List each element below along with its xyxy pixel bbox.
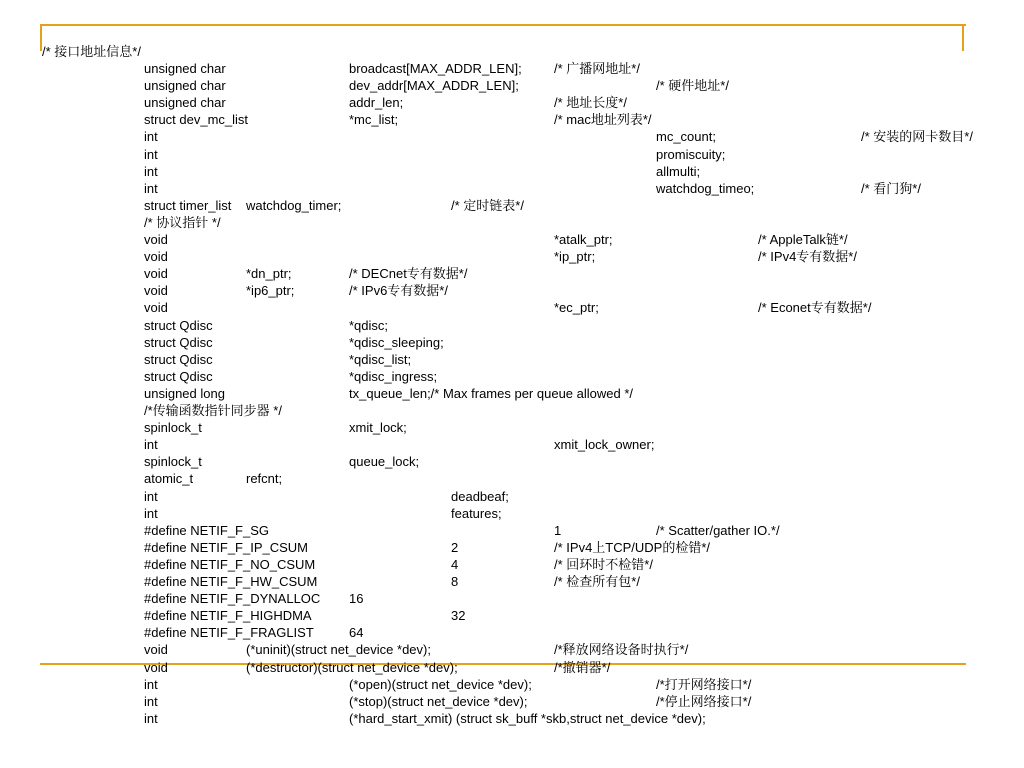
code-token: *ip_ptr; [554, 249, 596, 265]
code-token: watchdog_timer; [246, 197, 342, 213]
code-token: int [144, 488, 158, 504]
code-line [0, 163, 1024, 180]
code-token: *qdisc_ingress; [349, 368, 438, 384]
code-token: /* 硬件地址*/ [656, 78, 729, 94]
code-line [0, 522, 1024, 539]
code-token: int [144, 437, 158, 453]
code-token: queue_lock; [349, 454, 420, 470]
code-line [0, 659, 1024, 676]
code-token: int [144, 505, 158, 521]
code-token: /* Econet专有数据*/ [758, 300, 872, 316]
code-token: allmulti; [656, 163, 701, 179]
code-token: int [144, 710, 158, 726]
code-token: /* Scatter/gather IO.*/ [656, 522, 780, 538]
code-line [0, 128, 1024, 145]
code-token: 1 [554, 522, 562, 538]
code-line [0, 351, 1024, 368]
code-token: int [144, 163, 158, 179]
code-token: /* 检查所有包*/ [554, 574, 640, 589]
code-token: refcnt; [246, 471, 283, 487]
code-token: broadcast[MAX_ADDR_LEN]; [349, 61, 522, 76]
code-line [0, 197, 1024, 214]
code-token: #define NETIF_F_SG [144, 522, 269, 538]
code-token: dev_addr[MAX_ADDR_LEN]; [349, 78, 519, 94]
code-token: /* 回环时不检错*/ [554, 556, 653, 572]
code-line [0, 60, 1024, 77]
code-line [0, 317, 1024, 334]
code-token: *qdisc_sleeping; [349, 334, 444, 350]
code-line [0, 77, 1024, 94]
code-token: #define NETIF_F_IP_CSUM [144, 539, 309, 555]
code-line [0, 539, 1024, 556]
code-line [0, 94, 1024, 111]
code-line [0, 299, 1024, 316]
code-token: (*destructor)(struct net_device *dev); [246, 659, 458, 675]
code-token: /*打开网络接口*/ [656, 676, 752, 692]
code-line [0, 436, 1024, 453]
code-line [0, 231, 1024, 248]
code-token: void [144, 300, 168, 316]
code-token: /* IPv4上TCP/UDP的检错*/ [554, 539, 711, 555]
code-token: #define NETIF_F_HW_CSUM [144, 574, 318, 589]
code-token: /* 定时链表*/ [451, 197, 524, 213]
code-token: /* 协议指针 */ [144, 214, 221, 230]
code-token: /* AppleTalk链*/ [758, 232, 848, 247]
code-line [0, 419, 1024, 436]
code-token: #define NETIF_F_HIGHDMA [144, 608, 312, 624]
code-line [0, 385, 1024, 402]
code-token: 8 [451, 574, 459, 589]
code-token: unsigned char [144, 78, 226, 94]
code-token: *mc_list; [349, 112, 399, 128]
code-token: struct dev_mc_list [144, 112, 249, 128]
code-token: *ec_ptr; [554, 300, 599, 316]
code-token: spinlock_t [144, 420, 202, 436]
code-token: void [144, 283, 168, 299]
code-token: int [144, 129, 158, 145]
code-line [0, 453, 1024, 470]
code-line [0, 590, 1024, 607]
code-token: watchdog_timeo; [656, 180, 755, 196]
code-token: void [144, 659, 168, 675]
code-line [0, 488, 1024, 505]
code-token: spinlock_t [144, 454, 202, 470]
code-line [0, 676, 1024, 693]
code-token: *dn_ptr; [246, 266, 292, 282]
code-token: int [144, 180, 158, 196]
code-token: #define NETIF_F_NO_CSUM [144, 556, 316, 572]
code-token: void [144, 232, 168, 247]
code-line [0, 180, 1024, 197]
code-token: unsigned char [144, 95, 226, 111]
code-token: /* 安装的网卡数目*/ [861, 129, 973, 145]
code-token: struct Qdisc [144, 368, 213, 384]
code-token: #define NETIF_F_FRAGLIST [144, 625, 314, 641]
code-token: mc_count; [656, 129, 716, 145]
code-token: struct Qdisc [144, 351, 213, 367]
code-token: 16 [349, 591, 364, 607]
code-token: /*释放网络设备时执行*/ [554, 642, 689, 658]
section-title: /* 接口地址信息*/ [42, 44, 141, 59]
code-line [0, 641, 1024, 658]
code-line [0, 505, 1024, 522]
code-token: features; [451, 505, 502, 521]
code-token: int [144, 676, 158, 692]
code-line [0, 282, 1024, 299]
code-token: 2 [451, 539, 459, 555]
code-token: /* IPv6专有数据*/ [349, 283, 448, 299]
code-line [0, 402, 1024, 419]
code-token: promiscuity; [656, 146, 726, 162]
code-line [0, 470, 1024, 487]
code-token: unsigned char [144, 61, 226, 76]
code-line [0, 710, 1024, 727]
code-token: struct Qdisc [144, 334, 213, 350]
code-line [0, 573, 1024, 590]
code-token: /*撤销器*/ [554, 659, 611, 675]
code-token: 32 [451, 608, 466, 624]
code-token: void [144, 266, 168, 282]
code-line [0, 368, 1024, 385]
code-token: *ip6_ptr; [246, 283, 295, 299]
code-token: *atalk_ptr; [554, 232, 613, 247]
code-line [0, 624, 1024, 641]
code-token: deadbeaf; [451, 488, 509, 504]
code-line [0, 334, 1024, 351]
code-token: (*stop)(struct net_device *dev); [349, 693, 528, 709]
code-token: (*uninit)(struct net_device *dev); [246, 642, 431, 658]
code-token: /* 广播网地址*/ [554, 61, 640, 76]
code-line [0, 693, 1024, 710]
code-token: /* IPv4专有数据*/ [758, 249, 857, 265]
code-line [0, 265, 1024, 282]
code-token: 4 [451, 556, 459, 572]
code-token: /* 地址长度*/ [554, 95, 627, 111]
code-line [0, 214, 1024, 231]
code-line [0, 607, 1024, 624]
code-token: /*停止网络接口*/ [656, 693, 752, 709]
code-line [0, 556, 1024, 573]
code-token: (*open)(struct net_device *dev); [349, 676, 532, 692]
code-line [0, 111, 1024, 128]
code-token: unsigned long [144, 385, 225, 401]
code-token: int [144, 146, 158, 162]
code-token: *qdisc; [349, 317, 389, 333]
code-token: tx_queue_len;/* Max frames per queue allowed */ [349, 385, 634, 401]
code-token: xmit_lock; [349, 420, 407, 436]
code-token: *qdisc_list; [349, 351, 412, 367]
code-token: struct timer_list [144, 197, 232, 213]
code-token: struct Qdisc [144, 317, 213, 333]
code-token: /* mac地址列表*/ [554, 112, 652, 128]
code-token: xmit_lock_owner; [554, 437, 655, 453]
code-token: void [144, 642, 168, 658]
code-line [0, 146, 1024, 163]
code-token: (*hard_start_xmit) (struct sk_buff *skb,struct net_device *dev); [349, 710, 706, 726]
code-token: /* 看门狗*/ [861, 180, 921, 196]
code-token: #define NETIF_F_DYNALLOC [144, 591, 321, 607]
code-token: addr_len; [349, 95, 404, 111]
code-token: /*传输函数指针同步器 */ [144, 403, 282, 418]
code-token: 64 [349, 625, 364, 641]
code-token: int [144, 693, 158, 709]
section-title-row [0, 43, 1024, 60]
code-token: atomic_t [144, 471, 194, 487]
code-line [0, 248, 1024, 265]
code-token: void [144, 249, 168, 265]
code-token: /* DECnet专有数据*/ [349, 266, 468, 282]
